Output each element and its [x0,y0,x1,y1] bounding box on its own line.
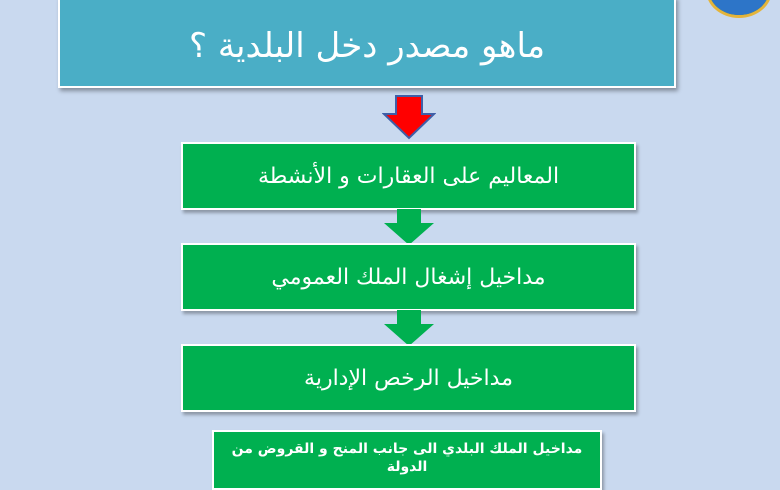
title-box [58,0,676,88]
red-down-arrow-icon [382,94,436,140]
green-down-arrow-icon [384,310,434,346]
green-down-arrow-icon [384,209,434,245]
step-box-4 [212,430,602,490]
step-box-1 [181,142,636,210]
step-label-1: المعاليم على العقارات و الأنشطة [257,163,560,189]
step-label-3: مداخيل الرخص الإدارية [304,365,513,391]
step-box-3 [181,344,636,412]
step-label-2: مداخيل إشغال الملك العمومي [271,264,546,290]
step-box-2 [181,243,636,311]
municipality-logo-icon [706,0,772,18]
step-label-4: مداخيل الملك البلدي الى جانب المنح و القروض من الدولة [231,441,583,475]
page-title: ماهو مصدر دخل البلدية ؟ [188,26,546,66]
